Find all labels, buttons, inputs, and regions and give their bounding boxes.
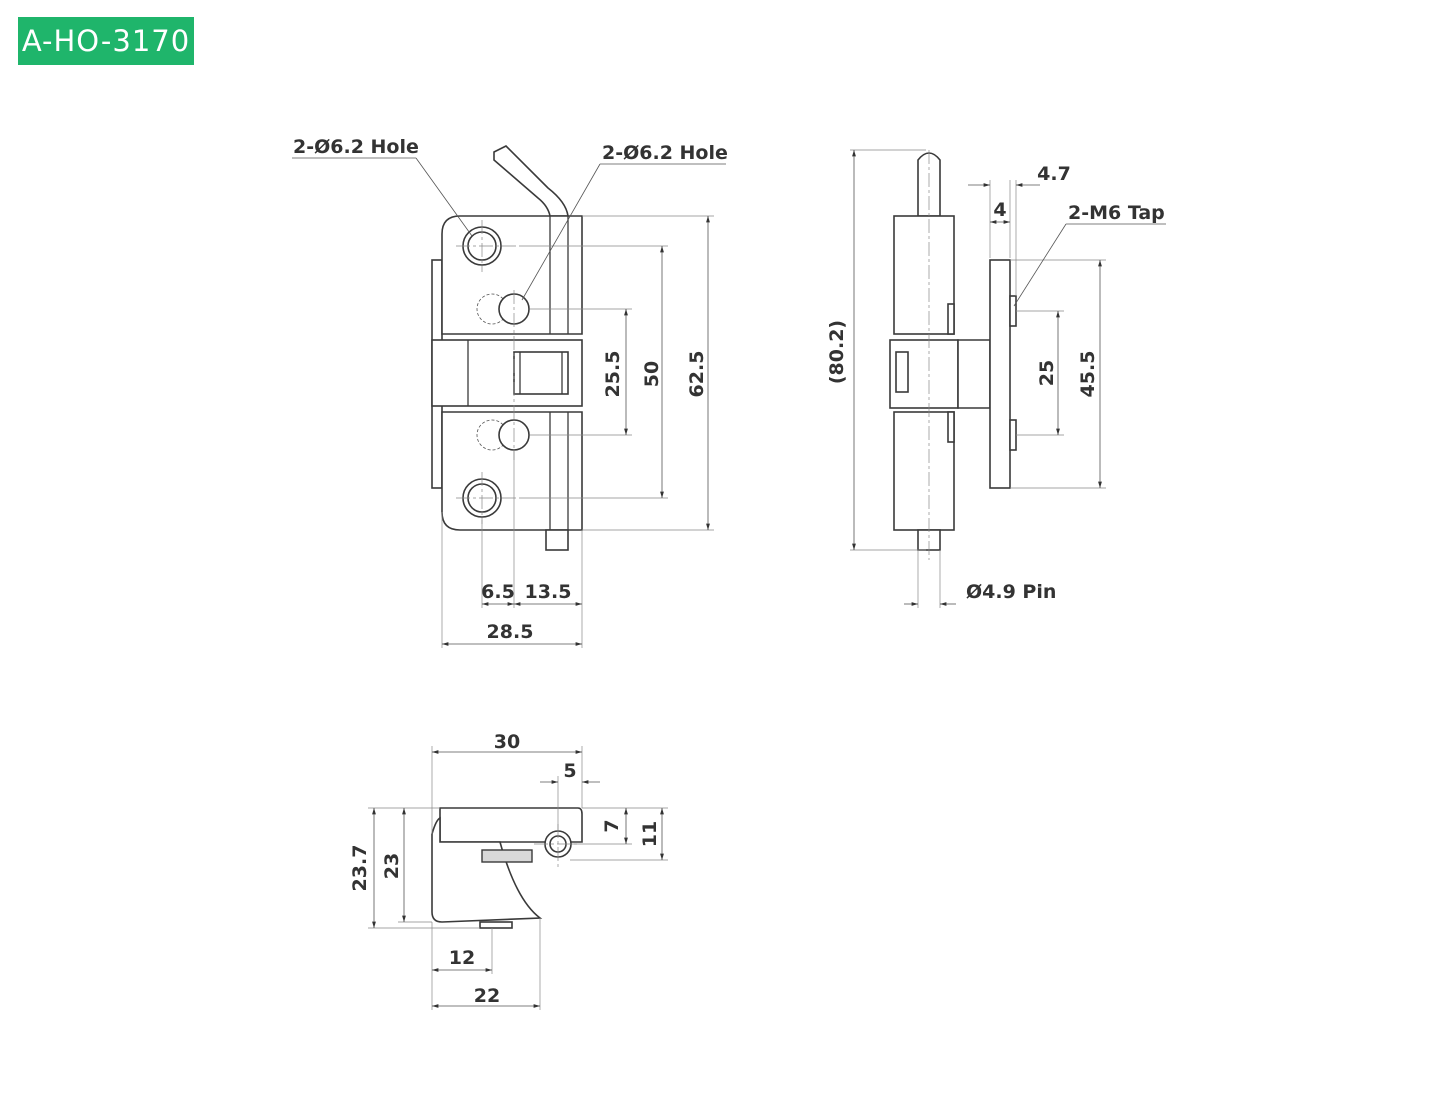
dim-13-5: 13.5	[524, 581, 572, 603]
dim-62-5: 62.5	[686, 350, 708, 398]
dim-4-7: 4.7	[1037, 163, 1071, 185]
hole-note-right: 2-Ø6.2 Hole	[602, 142, 728, 164]
dim-6-5: 6.5	[481, 581, 515, 603]
dim-25: 25	[1036, 359, 1058, 387]
dim-4: 4	[993, 199, 1007, 221]
dim-12: 12	[448, 947, 476, 969]
dim-7: 7	[601, 819, 623, 833]
part-number-badge: A-HO-3170	[18, 17, 194, 65]
dim-25-5: 25.5	[602, 350, 624, 398]
dim-28-5: 28.5	[486, 621, 534, 643]
hole-note-left: 2-Ø6.2 Hole	[293, 136, 419, 158]
dim-80-2: (80.2)	[826, 319, 848, 385]
dim-23-7: 23.7	[349, 844, 371, 892]
dim-30: 30	[493, 731, 521, 753]
dim-23: 23	[381, 852, 403, 880]
dim-22: 22	[473, 985, 501, 1007]
dim-5: 5	[563, 760, 577, 782]
tap-note: 2-M6 Tap	[1068, 202, 1165, 224]
top-view	[432, 808, 582, 928]
dim-11: 11	[639, 820, 661, 848]
front-view	[432, 146, 582, 550]
dim-45-5: 45.5	[1077, 350, 1099, 398]
pin-note: Ø4.9 Pin	[966, 581, 1057, 603]
dim-50: 50	[641, 360, 663, 388]
